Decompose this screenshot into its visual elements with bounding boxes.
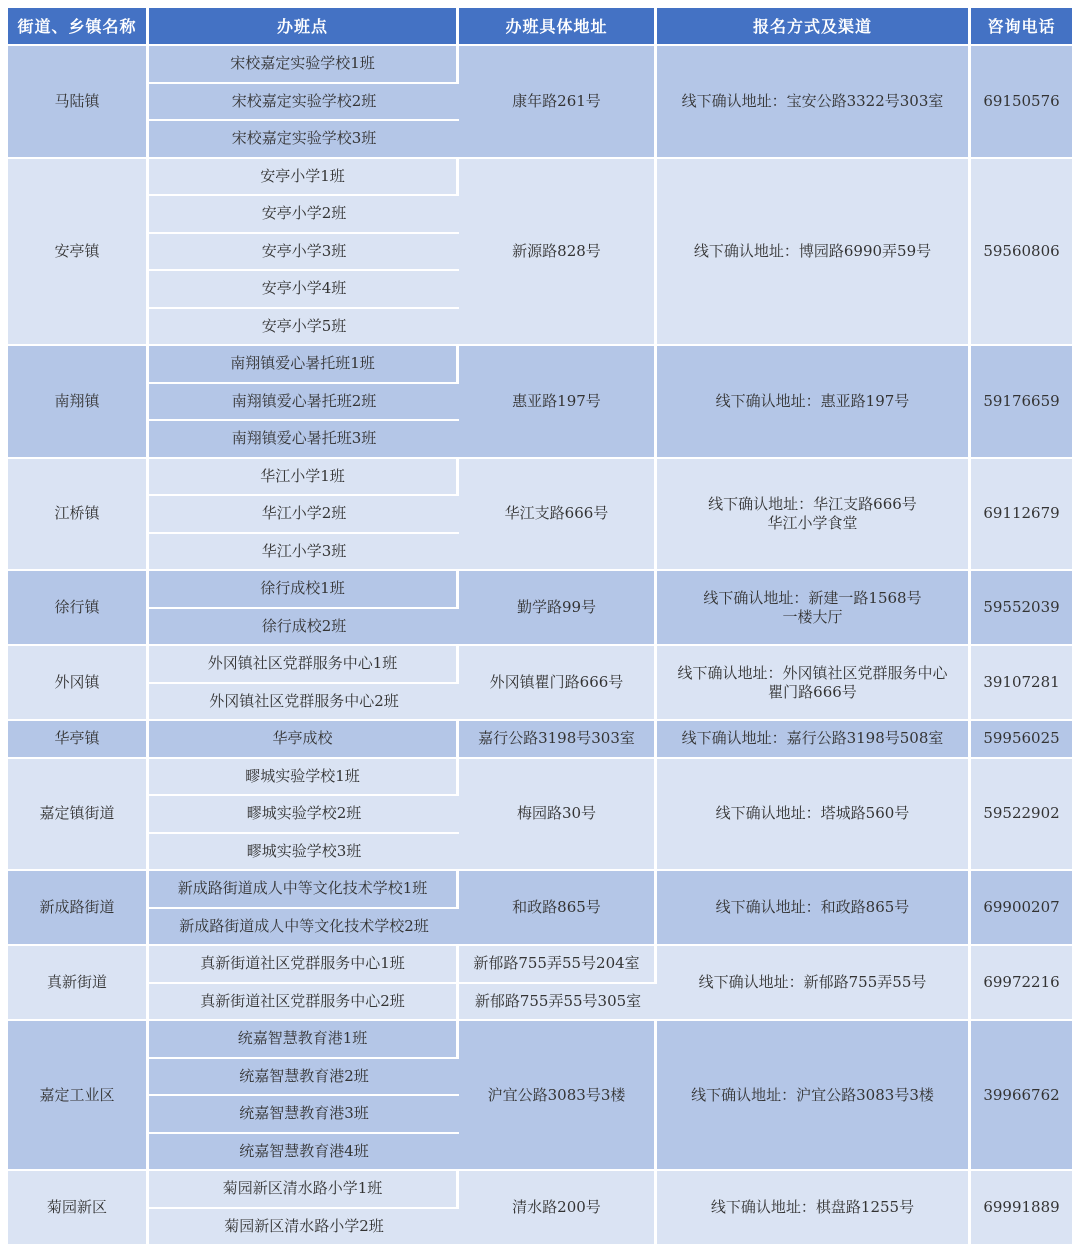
phone-cell: 59560806 <box>971 159 1072 347</box>
table-row <box>8 159 1072 197</box>
class-site-cell: 南翔镇爱心暑托班2班 <box>149 384 459 422</box>
class-site-cell: 安亭小学5班 <box>149 309 459 347</box>
phone-cell: 59522902 <box>971 759 1072 872</box>
class-site-cell: 统嘉智慧教育港4班 <box>149 1134 459 1172</box>
enrollment-line: 线下确认地址：和政路865号 <box>715 898 910 916</box>
enrollment-cell <box>657 946 971 1021</box>
table-row <box>8 1171 1072 1209</box>
header-town: 街道、乡镇名称 <box>8 8 149 46</box>
phone-cell: 59552039 <box>971 571 1072 646</box>
town-name-cell: 嘉定工业区 <box>8 1021 149 1171</box>
enrollment-line: 线下确认地址：塔城路560号 <box>715 804 910 823</box>
enrollment-cell <box>657 1021 971 1171</box>
address-cell: 和政路865号 <box>459 871 657 946</box>
summer-class-table <box>8 8 1072 1246</box>
class-site-cell: 安亭小学1班 <box>149 159 459 197</box>
table-row <box>8 346 1072 384</box>
town-name-cell: 安亭镇 <box>8 159 149 347</box>
phone-cell: 59176659 <box>971 346 1072 459</box>
enrollment-line: 线下确认地址：嘉行公路3198号508室 <box>681 729 944 748</box>
header-class-site: 办班点 <box>149 8 459 46</box>
enrollment-cell <box>657 459 971 572</box>
class-site-cell: 华亭成校 <box>149 721 459 759</box>
enrollment-line: 线下确认地址：宝安公路3322号303室 <box>681 91 944 110</box>
class-site-cell: 徐行成校1班 <box>149 571 459 609</box>
enrollment-line: 线下确认地址：沪宜公路3083号3楼 <box>691 1085 934 1104</box>
class-site-cell: 外冈镇社区党群服务中心1班 <box>149 646 459 684</box>
enrollment-line: 线下确认地址：新郁路755弄55号 <box>698 973 927 991</box>
phone-cell: 39107281 <box>971 646 1072 721</box>
enrollment-cell <box>657 646 971 721</box>
class-site-cell: 统嘉智慧教育港1班 <box>149 1021 459 1059</box>
enrollment-line: 线下确认地址：外冈镇社区党群服务中心 <box>677 663 948 682</box>
town-name-cell: 外冈镇 <box>8 646 149 721</box>
class-site-cell: 统嘉智慧教育港2班 <box>149 1059 459 1097</box>
table-row <box>8 459 1072 497</box>
class-site-cell: 疁城实验学校2班 <box>149 796 459 834</box>
class-site-cell: 华江小学3班 <box>149 534 459 572</box>
table-row <box>8 759 1072 797</box>
enrollment-line: 一楼大厅 <box>782 607 843 626</box>
town-name-cell: 华亭镇 <box>8 721 149 759</box>
class-site-cell: 安亭小学4班 <box>149 271 459 309</box>
enrollment-cell <box>657 159 971 347</box>
class-site-cell: 安亭小学2班 <box>149 196 459 234</box>
address-cell: 沪宜公路3083号3楼 <box>459 1021 657 1171</box>
header-phone: 咨询电话 <box>971 8 1072 46</box>
table-row <box>8 946 1072 984</box>
class-site-cell: 华江小学1班 <box>149 459 459 497</box>
phone-cell: 69972216 <box>971 946 1072 1021</box>
phone-cell: 69900207 <box>971 871 1072 946</box>
enrollment-line: 线下确认地址：新建一路1568号 <box>703 588 922 607</box>
phone-cell: 69150576 <box>971 46 1072 159</box>
address-cell: 勤学路99号 <box>459 571 657 646</box>
town-name-cell: 真新街道 <box>8 946 149 1021</box>
town-name-cell: 南翔镇 <box>8 346 149 459</box>
enrollment-line: 线下确认地址：华江支路666号 <box>708 494 917 513</box>
address-cell: 惠亚路197号 <box>459 346 657 459</box>
header-address: 办班具体地址 <box>459 8 657 46</box>
enrollment-line: 线下确认地址：惠亚路197号 <box>715 391 910 410</box>
class-site-cell: 真新街道社区党群服务中心2班 <box>149 984 459 1022</box>
enrollment-line: 华江小学食堂 <box>767 513 858 532</box>
address-cell: 新源路828号 <box>459 159 657 347</box>
class-site-cell: 真新街道社区党群服务中心1班 <box>149 946 459 984</box>
class-site-cell: 疁城实验学校3班 <box>149 834 459 872</box>
header-row <box>8 8 1072 46</box>
class-site-cell: 菊园新区清水路小学2班 <box>149 1209 459 1247</box>
class-site-cell: 华江小学2班 <box>149 496 459 534</box>
table-row <box>8 46 1072 84</box>
town-name-cell: 马陆镇 <box>8 46 149 159</box>
address-cell: 新郁路755弄55号204室 <box>459 946 657 984</box>
table-row <box>8 1021 1072 1059</box>
table-row <box>8 871 1072 909</box>
enrollment-line: 线下确认地址：棋盘路1255号 <box>710 1198 915 1216</box>
class-site-cell: 南翔镇爱心暑托班1班 <box>149 346 459 384</box>
enrollment-cell <box>657 46 971 159</box>
phone-cell: 69112679 <box>971 459 1072 572</box>
class-site-cell: 徐行成校2班 <box>149 609 459 647</box>
enrollment-cell <box>657 571 971 646</box>
class-site-cell: 宋校嘉定实验学校2班 <box>149 84 459 122</box>
table-row <box>8 721 1072 759</box>
enrollment-cell <box>657 1171 971 1246</box>
address-cell: 新郁路755弄55号305室 <box>459 984 657 1022</box>
table-body <box>8 46 1072 1246</box>
table-row <box>8 571 1072 609</box>
class-site-cell: 安亭小学3班 <box>149 234 459 272</box>
class-site-cell: 宋校嘉定实验学校1班 <box>149 46 459 84</box>
enrollment-line: 瞿门路666号 <box>768 682 857 701</box>
phone-cell: 69991889 <box>971 1171 1072 1246</box>
town-name-cell: 新成路街道 <box>8 871 149 946</box>
class-site-cell: 外冈镇社区党群服务中心2班 <box>149 684 459 722</box>
town-name-cell: 嘉定镇街道 <box>8 759 149 872</box>
class-site-cell: 宋校嘉定实验学校3班 <box>149 121 459 159</box>
class-site-cell: 新成路街道成人中等文化技术学校2班 <box>149 909 459 947</box>
address-cell: 梅园路30号 <box>459 759 657 872</box>
enrollment-cell <box>657 871 971 946</box>
town-name-cell: 江桥镇 <box>8 459 149 572</box>
town-name-cell: 徐行镇 <box>8 571 149 646</box>
header-enrollment: 报名方式及渠道 <box>657 8 971 46</box>
class-site-cell: 统嘉智慧教育港3班 <box>149 1096 459 1134</box>
enrollment-cell <box>657 346 971 459</box>
phone-cell: 39966762 <box>971 1021 1072 1171</box>
table-row <box>8 646 1072 684</box>
address-cell: 嘉行公路3198号303室 <box>459 721 657 759</box>
class-site-cell: 疁城实验学校1班 <box>149 759 459 797</box>
class-site-cell: 新成路街道成人中等文化技术学校1班 <box>149 871 459 909</box>
class-site-cell: 南翔镇爱心暑托班3班 <box>149 421 459 459</box>
address-cell: 华江支路666号 <box>459 459 657 572</box>
address-cell: 康年路261号 <box>459 46 657 159</box>
class-site-cell: 菊园新区清水路小学1班 <box>149 1171 459 1209</box>
table-container <box>8 8 1072 1246</box>
enrollment-line: 线下确认地址：博园路6990弄59号 <box>693 241 932 260</box>
address-cell: 清水路200号 <box>459 1171 657 1246</box>
phone-cell: 59956025 <box>971 721 1072 759</box>
address-cell: 外冈镇瞿门路666号 <box>459 646 657 721</box>
enrollment-cell <box>657 721 971 759</box>
enrollment-cell <box>657 759 971 872</box>
town-name-cell: 菊园新区 <box>8 1171 149 1246</box>
